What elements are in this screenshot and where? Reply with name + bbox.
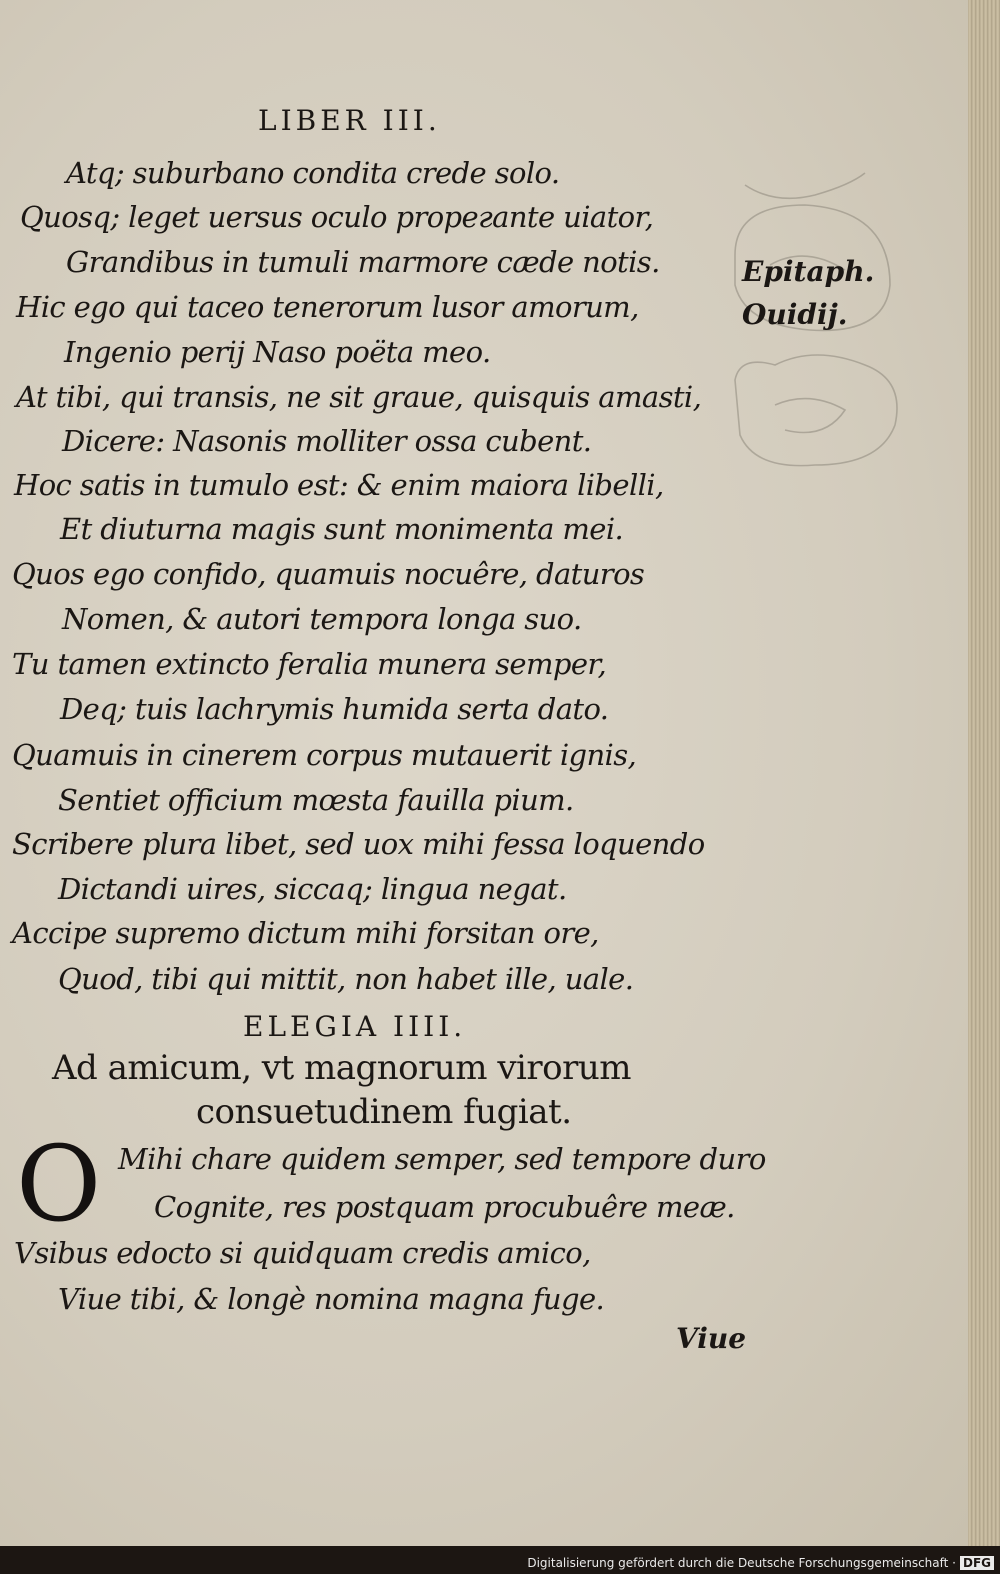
poem-line: Tu tamen extincto feralia munera semper, — [12, 647, 607, 681]
poem-line: Grandibus in tumuli marmore cæde notis. — [66, 245, 660, 279]
elegy-line: Cognite, res postquam procubuêre meæ. — [154, 1190, 735, 1224]
digitization-credit — [527, 1556, 994, 1570]
elegy-title: consuetudinem fugiat. — [196, 1092, 572, 1132]
dfg-logo: DFG — [960, 1556, 994, 1570]
poem-line: Quosq; leget uersus oculo propeгante uiator, — [20, 200, 654, 234]
poem-line: Hic ego qui taceo tenerorum lusor amorum, — [16, 290, 639, 324]
poem-line: Dictandi uires, siccaq; lingua negat. — [58, 872, 567, 906]
elegy-line: Viue tibi, & longè nomina magna fuge. — [58, 1282, 605, 1316]
elegy-heading: ELEGIA IIII. — [243, 1010, 467, 1043]
catchword: Viue — [676, 1322, 747, 1355]
poem-line: Quos ego confido, quamuis nocuêre, daturos — [12, 557, 645, 591]
poem-line: Scribere plura libet, sed uox mihi fessa loquendo — [12, 827, 705, 861]
marginal-note: Epitaph. — [742, 255, 875, 288]
footer-strip — [0, 1546, 1000, 1574]
poem-line: At tibi, qui transis, ne sit graue, quisquis amasti, — [16, 380, 702, 414]
elegy-line: Mihi chare quidem semper, sed tempore duro — [118, 1142, 766, 1176]
poem-line: Nomen, & autori tempora longa suo. — [62, 602, 582, 636]
poem-line: Accipe supremo dictum mihi forsitan ore, — [12, 916, 599, 950]
page-edge — [968, 0, 1000, 1546]
poem-line: Sentiet officium mœsta fauilla pium. — [58, 783, 574, 817]
running-header: LIBER III. — [258, 104, 441, 137]
poem-line: Atq; suburbano condita crede solo. — [66, 156, 560, 190]
poem-line: Ingenio perij Naso poëta meo. — [64, 335, 491, 369]
poem-line: Dicere: Nasonis molliter ossa cubent. — [62, 424, 592, 458]
poem-line: Quod, tibi qui mittit, non habet ille, uale. — [58, 962, 634, 996]
elegy-line: Vsibus edocto si quidquam credis amico, — [14, 1236, 591, 1270]
marginal-note: Ouidij. — [742, 298, 848, 331]
drop-cap: O — [16, 1123, 102, 1245]
poem-line: Quamuis in cinerem corpus mutauerit ignis, — [12, 738, 637, 772]
poem-line: Deq; tuis lachrymis humida serta dato. — [60, 692, 609, 726]
elegy-title: Ad amicum, vt magnorum virorum — [52, 1048, 632, 1088]
poem-line: Hoc satis in tumulo est: & enim maiora libelli, — [14, 468, 664, 502]
poem-line: Et diuturna magis sunt monimenta mei. — [60, 512, 624, 546]
credit-text: Digitalisierung gefördert durch die Deutsche Forschungsgemeinschaft · — [527, 1556, 956, 1570]
